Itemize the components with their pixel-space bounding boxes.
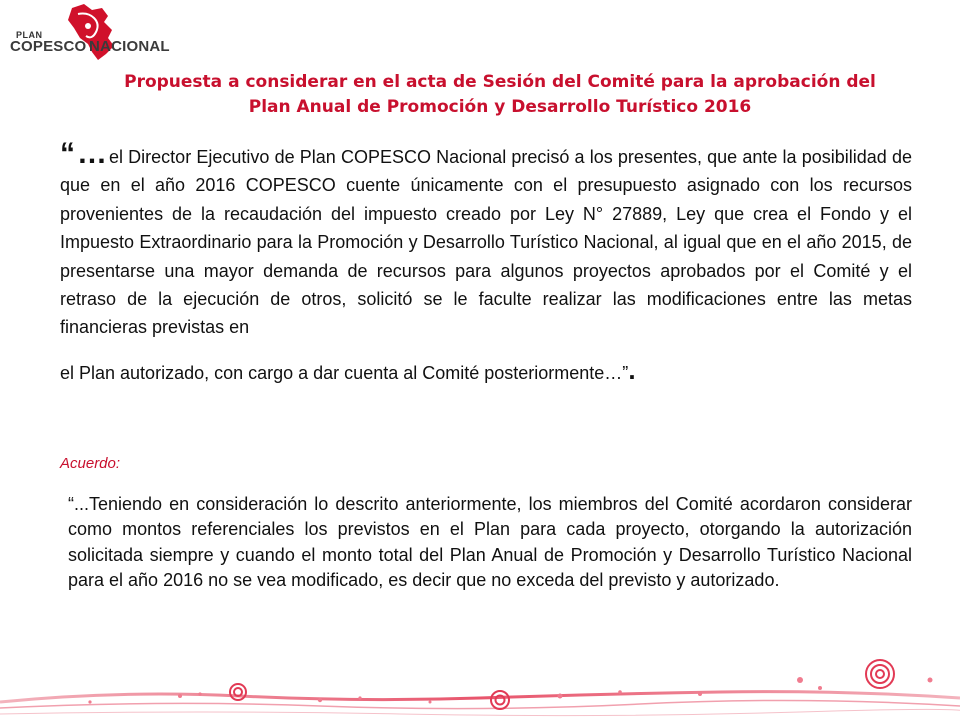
quote-open-mark: “… (60, 137, 109, 170)
quote-body: el Director Ejecutivo de Plan COPESCO Nacional precisó a los presentes, que ante la posibilidad de que en el año 2016 COPESCO cuente únicamente con el presupuesto asignado con los recursos provenientes de la recaudación del impuesto creado por Ley N° 27889, Ley que crea el Fondo y el Impuesto Extraordinario para la Promoción y Desarrollo Turístico Nacional, al igual que en el año 2015, de presentarse una mayor demanda de recursos para algunos proyectos aprobados por el Comité y el retraso de la ejecución de otros, solicitó se le faculte realizar las modificaciones entre las metas financieras previstas en (60, 147, 912, 338)
quote-tail-line (60, 356, 912, 387)
logo-copesco-text: COPESCO (10, 38, 87, 55)
plan-copesco-logo (6, 2, 170, 72)
logo-nacional-text: NACIONAL (89, 38, 170, 55)
acuerdo-label: Acuerdo: (60, 455, 121, 472)
decorative-spiral-border (0, 640, 960, 720)
title-line-2: Plan Anual de Promoción y Desarrollo Turístico 2016 (248, 97, 752, 117)
page-title (60, 70, 940, 120)
quote-paragraph (60, 137, 912, 387)
quote-trailing-period: . (628, 354, 636, 385)
title-line-1: Propuesta a considerar en el acta de Sesión del Comité para la aprobación del (124, 72, 876, 92)
logo-plan-text: PLAN (16, 30, 43, 40)
quote-tail-text: el Plan autorizado, con cargo a dar cuenta al Comité posteriormente…” (60, 362, 629, 383)
acuerdo-text: “...Teniendo en consideración lo descrito anteriormente, los miembros del Comité acordaron considerar como montos referenciales los previstos en el Plan para cada proyecto, otorgando la autorización solicitada siempre y cuando el monto total del Plan Anual de Promoción y Desarrollo Turístico Nacional para el año 2016 no se vea modificado, es decir que no exceda del previsto y autorizado. (68, 494, 912, 591)
